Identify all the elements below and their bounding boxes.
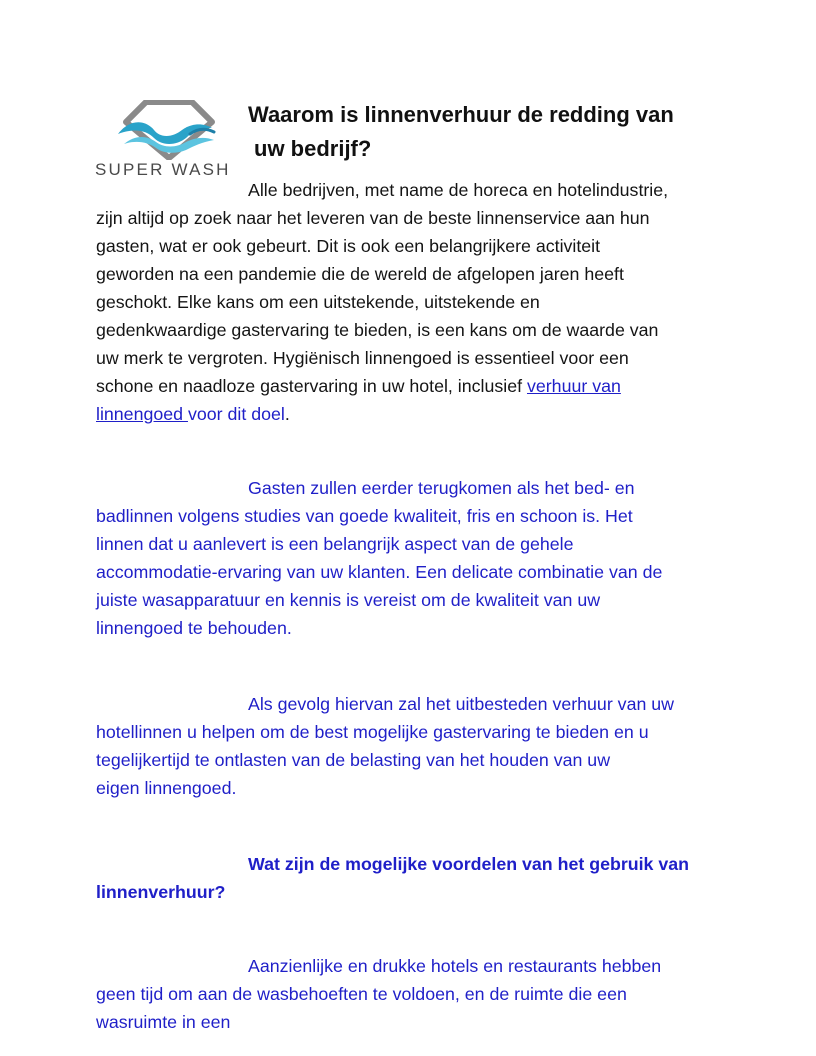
text-line: badlinnen volgens studies van goede kwaliteit, fris en schoon is. Het: [96, 506, 633, 526]
paragraph-hotels: [96, 952, 728, 1036]
text-line: Gasten zullen eerder terugkomen als het bed- en: [248, 478, 635, 498]
text-line: Aanzienlijke en drukke hotels en restaurants hebben: [248, 956, 662, 976]
text-line: eigen linnengoed.: [96, 778, 237, 798]
text-line: geen tijd om aan de wasbehoeften te voldoen, en de ruimte die een: [96, 984, 627, 1004]
text-fragment: .: [284, 404, 290, 424]
text-line: Als gevolg hiervan zal het uitbesteden verhuur van uw: [248, 694, 675, 714]
text-fragment: voor dit doel: [187, 404, 285, 424]
text-line: wasruimte in een: [96, 1012, 231, 1032]
text-line: [96, 372, 728, 400]
title-line-1: Waarom is linnenverhuur de redding van: [248, 102, 674, 127]
paragraph-intro: [96, 176, 728, 428]
text-line: gasten, wat er ook gebeurt. Dit is ook een belangrijkere activiteit: [96, 236, 601, 256]
page-title: [248, 98, 728, 166]
text-line: linnengoed te behouden.: [96, 618, 292, 638]
text-fragment: schone en naadloze gastervaring in uw hotel, inclusief: [96, 376, 527, 396]
text-line: geschokt. Elke kans om een uitstekende, uitstekende en: [96, 292, 540, 312]
text-line: uw merk te vergroten. Hygiënisch linnengoed is essentieel voor een: [96, 348, 629, 368]
text-line: accommodatie-ervaring van uw klanten. Een delicate combinatie van de: [96, 562, 663, 582]
paragraph-outsourcing: [96, 690, 728, 802]
section-heading-benefits: [96, 850, 728, 906]
text-line: Alle bedrijven, met name de horeca en hotelindustrie,: [248, 180, 669, 200]
text-line: zijn altijd op zoek naar het leveren van de beste linnenservice aan hun: [96, 208, 650, 228]
text-line: geworden na een pandemie die de wereld de afgelopen jaren heeft: [96, 264, 624, 284]
title-line-2: uw bedrijf?: [254, 136, 372, 161]
linen-rental-link[interactable]: verhuur van: [526, 376, 621, 396]
text-line: juiste wasapparatuur en kennis is vereist om de kwaliteit van uw: [96, 590, 601, 610]
text-line: hotellinnen u helpen om de best mogelijke gastervaring te bieden en u: [96, 722, 649, 742]
text-line: linnen dat u aanlevert is een belangrijk aspect van de gehele: [96, 534, 574, 554]
logo-text: SUPER WASH: [95, 160, 231, 179]
text-line: gedenkwaardige gastervaring te bieden, is een kans om de waarde van: [96, 320, 659, 340]
text-line: [96, 400, 728, 428]
linen-rental-link-continued[interactable]: linnengoed: [96, 404, 188, 424]
text-line: tegelijkertijd te ontlasten van de belasting van het houden van uw: [96, 750, 611, 770]
paragraph-guests: [96, 474, 728, 642]
text-line: Wat zijn de mogelijke voordelen van het gebruik van: [248, 854, 690, 874]
text-line: linnenverhuur?: [96, 882, 226, 902]
super-wash-logo: [94, 100, 244, 182]
diamond-wave-icon: [94, 100, 244, 160]
